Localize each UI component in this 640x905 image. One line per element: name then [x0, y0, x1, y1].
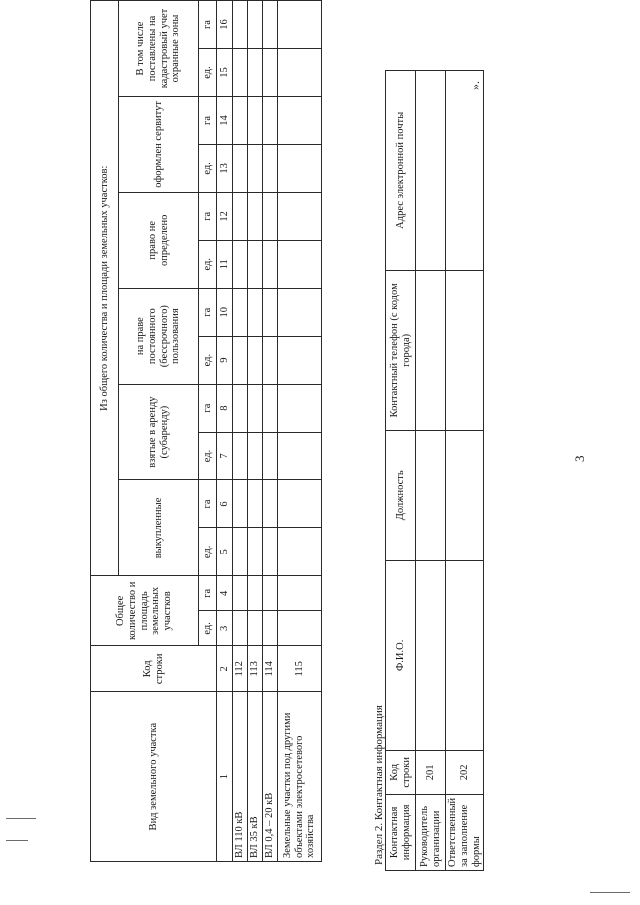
row-code: 112 — [233, 646, 248, 692]
row-code: 115 — [278, 646, 322, 692]
row-code: 114 — [263, 646, 278, 692]
header-total: Общее количество и площадь земельных участков — [91, 576, 199, 646]
row-name: Ответственный за заполнение формы — [446, 794, 484, 870]
land-plots-table — [90, 0, 322, 862]
column-number: 4 — [217, 576, 233, 611]
unit-ga: га — [199, 576, 217, 611]
row-code: 202 — [446, 750, 484, 794]
column-number: 12 — [217, 192, 233, 240]
column-number: 9 — [217, 336, 233, 384]
table-row — [416, 70, 446, 870]
unit-ed: ед. — [199, 336, 217, 384]
column-number: 11 — [217, 240, 233, 288]
column-number: 8 — [217, 384, 233, 432]
unit-ga: га — [199, 97, 217, 145]
header-row-code: Код строки — [386, 750, 416, 794]
table-row — [248, 1, 263, 862]
unit-ga: га — [199, 480, 217, 528]
header-land-type: Вид земельного участка — [91, 692, 217, 862]
unit-ed: ед. — [199, 611, 217, 646]
column-number: 5 — [217, 528, 233, 576]
row-name: ВЛ 0,4 – 20 кВ — [263, 692, 278, 862]
unit-ed: ед. — [199, 144, 217, 192]
column-number: 7 — [217, 432, 233, 480]
header-of-total: Из общего количества и площади земельных участков: — [91, 1, 119, 576]
row-code: 201 — [416, 750, 446, 794]
column-number: 6 — [217, 480, 233, 528]
table-row — [263, 1, 278, 862]
header-group-6: В том числе поставлены на кадастровый учет охранные зоны — [119, 1, 199, 97]
header-position: Должность — [386, 430, 416, 560]
table-row — [278, 1, 322, 862]
column-number: 13 — [217, 144, 233, 192]
column-number: 1 — [217, 692, 233, 862]
header-email: Адрес электронной почты — [386, 70, 416, 270]
column-number: 2 — [217, 646, 233, 692]
unit-ed: ед. — [199, 240, 217, 288]
column-number: 14 — [217, 97, 233, 145]
unit-ed: ед. — [199, 432, 217, 480]
header-group-3: на праве постоянного (бессрочного) пользования — [119, 288, 199, 384]
header-phone: Контактный телефон (с кодом города) — [386, 270, 416, 430]
unit-ga: га — [199, 192, 217, 240]
column-number: 10 — [217, 288, 233, 336]
row-name: ВЛ 110 кВ — [233, 692, 248, 862]
section-2-title: Раздел 2. Контактная информация — [373, 705, 385, 865]
unit-ed: ед. — [199, 528, 217, 576]
header-group-2: взятые в аренду (субаренду) — [119, 384, 199, 480]
unit-ga: га — [199, 384, 217, 432]
unit-ga: га — [199, 288, 217, 336]
contact-info-table — [385, 70, 484, 871]
column-number: 3 — [217, 611, 233, 646]
header-group-1: выкупленные — [119, 480, 199, 576]
closing-mark: ». — [468, 81, 482, 90]
row-name: Земельные участки под другими объектами электросетевого хозяйства — [278, 692, 322, 862]
row-name: ВЛ 35 кВ — [248, 692, 263, 862]
row-name: Руководитель организации — [416, 794, 446, 870]
header-contact-info: Контактная информация — [386, 794, 416, 870]
unit-ga: га — [199, 1, 217, 49]
column-number: 15 — [217, 49, 233, 97]
column-number: 16 — [217, 1, 233, 49]
row-code: 113 — [248, 646, 263, 692]
page-number: 3 — [572, 455, 587, 462]
header-row-code: Код строки — [91, 646, 217, 692]
header-group-5: оформлен сервитут — [119, 97, 199, 193]
header-fio: Ф.И.О. — [386, 560, 416, 750]
unit-ed: ед. — [199, 49, 217, 97]
header-group-4: право не определено — [119, 192, 199, 288]
table-row — [233, 1, 248, 862]
table-row — [446, 70, 484, 870]
